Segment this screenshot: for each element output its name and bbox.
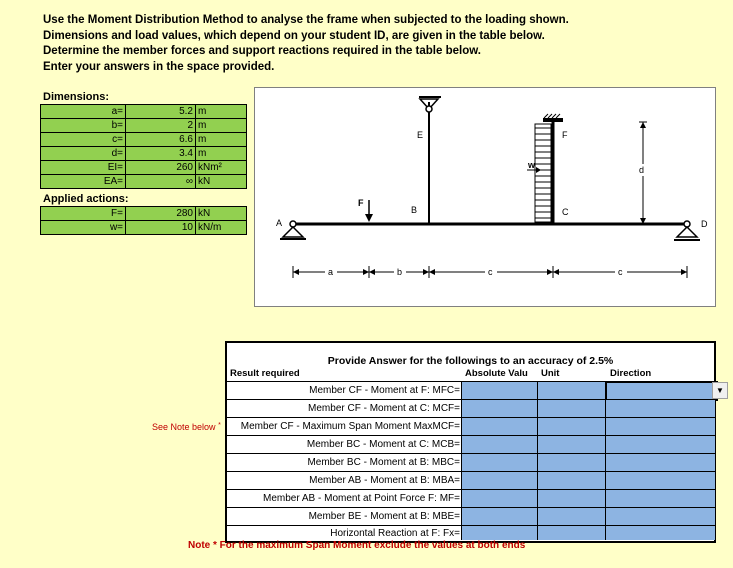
action-row (41, 221, 247, 235)
direction-select[interactable] (605, 526, 715, 540)
unit-input[interactable] (537, 490, 605, 507)
direction-select[interactable] (605, 400, 715, 417)
col-unit-header: Unit (541, 368, 560, 379)
action-unit: kN/m (196, 221, 247, 235)
col-direction-header: Direction (610, 368, 652, 379)
load-w-label: w (528, 160, 536, 170)
instruction-line: Enter your answers in the space provided. (43, 60, 275, 73)
dim-label: EA= (41, 175, 126, 189)
node-f-label: F (562, 130, 568, 140)
node-a-label: A (276, 218, 283, 228)
dim-value[interactable]: 6.6 (126, 133, 196, 147)
unit-input[interactable] (537, 418, 605, 435)
action-label: w= (41, 221, 126, 235)
result-row (227, 471, 714, 490)
footnote: Note * For the maximum Span Moment exclude the values at both ends (188, 540, 526, 551)
point-load-f (365, 200, 373, 222)
node-d-label: D (701, 219, 708, 229)
unit-input[interactable] (537, 382, 605, 399)
value-input[interactable] (461, 526, 537, 540)
dim-value[interactable]: 2 (126, 119, 196, 133)
result-row (227, 399, 714, 418)
value-input[interactable] (461, 490, 537, 507)
instruction-line: Use the Moment Distribution Method to analyse the frame when subjected to the loading shown. (43, 14, 569, 26)
actions-table (40, 206, 247, 235)
dimensions-table (40, 104, 247, 189)
unit-input[interactable] (537, 508, 605, 525)
action-value[interactable]: 10 (126, 221, 196, 235)
dim-unit: kN (196, 175, 247, 189)
see-note-text: See Note below (152, 422, 216, 432)
dim-label: b= (41, 119, 126, 133)
unit-input[interactable] (537, 436, 605, 453)
dimension-row (41, 147, 247, 161)
dim-unit: m (196, 119, 247, 133)
result-label: Member CF - Maximum Span Moment MaxMCF= (240, 421, 460, 432)
result-row (227, 435, 714, 454)
direction-select[interactable] (605, 508, 715, 525)
value-input[interactable] (461, 472, 537, 489)
dim-value[interactable]: 260 (126, 161, 196, 175)
instruction-line: Dimensions and load values, which depend on your student ID, are given in the table below. (43, 29, 545, 42)
dim-unit: m (196, 147, 247, 161)
dim-c2-label: c (618, 267, 623, 277)
action-label: F= (41, 207, 126, 221)
dimension-row (41, 175, 247, 189)
result-row (227, 489, 714, 508)
node-e-label: E (417, 130, 424, 140)
actions-heading: Applied actions: (43, 193, 129, 205)
unit-input[interactable] (537, 526, 605, 540)
dim-label: EI= (41, 161, 126, 175)
results-table (225, 341, 716, 543)
result-row (227, 453, 714, 472)
action-unit: kN (196, 207, 247, 221)
result-label: Member CF - Moment at C: MCF= (308, 403, 460, 414)
dim-value[interactable]: 3.4 (126, 147, 196, 161)
result-label: Member CF - Moment at F: MFC= (309, 385, 460, 396)
dimension-row (41, 161, 247, 175)
dim-c1-label: c (488, 267, 493, 277)
fixed-support-f (543, 118, 563, 122)
dim-label: a= (41, 105, 126, 119)
hatch-f-support (544, 114, 560, 118)
unit-input[interactable] (537, 454, 605, 471)
col-value-header: Absolute Valu (465, 368, 528, 379)
frame-diagram (254, 87, 716, 307)
dropdown-arrow-icon[interactable]: ▼ (712, 382, 728, 399)
result-row (227, 381, 714, 400)
dim-unit: m (196, 105, 247, 119)
value-input[interactable] (461, 436, 537, 453)
direction-select[interactable] (605, 472, 715, 489)
value-input[interactable] (461, 400, 537, 417)
see-note-star: * (218, 422, 221, 429)
node-c-label: C (562, 207, 569, 217)
unit-input[interactable] (537, 472, 605, 489)
col-result-header: Result required (230, 368, 300, 379)
dim-value[interactable]: ∞ (126, 175, 196, 189)
see-note-label (152, 422, 221, 432)
dim-label: c= (41, 133, 126, 147)
distributed-load-w (527, 124, 551, 222)
dimensions-heading: Dimensions: (43, 91, 110, 103)
results-title: Provide Answer for the followings to an accuracy of 2.5% (327, 355, 614, 367)
dimension-row (41, 119, 247, 133)
action-row (41, 207, 247, 221)
dimension-row (41, 133, 247, 147)
result-label: Member AB - Moment at B: MBA= (309, 475, 460, 486)
result-label: Horizontal Reaction at F: Fx= (330, 528, 460, 539)
instruction-line: Determine the member forces and support reactions required in the table below. (43, 45, 481, 58)
result-label: Member AB - Moment at Point Force F: MF= (262, 493, 460, 504)
direction-select[interactable] (605, 381, 718, 401)
dim-value[interactable]: 5.2 (126, 105, 196, 119)
direction-select[interactable] (605, 418, 715, 435)
dim-a-label: a (328, 267, 334, 277)
value-input[interactable] (461, 418, 537, 435)
dim-b-label: b (397, 267, 403, 277)
direction-select[interactable] (605, 436, 715, 453)
value-input[interactable] (461, 382, 537, 399)
direction-select[interactable] (605, 454, 715, 471)
direction-select[interactable] (605, 490, 715, 507)
result-label: Member BE - Moment at B: MBE= (308, 511, 460, 522)
action-value[interactable]: 280 (126, 207, 196, 221)
value-input[interactable] (461, 454, 537, 471)
instructions (43, 13, 569, 75)
unit-input[interactable] (537, 400, 605, 417)
dim-d-label: d (639, 165, 645, 175)
result-label: Member BC - Moment at C: MCB= (306, 439, 460, 450)
load-f-label: F (358, 198, 364, 208)
dim-unit: kNm² (196, 161, 247, 175)
dimension-row (41, 105, 247, 119)
result-row (227, 507, 714, 526)
dim-label: d= (41, 147, 126, 161)
dim-unit: m (196, 133, 247, 147)
result-label: Member BC - Moment at B: MBC= (307, 457, 460, 468)
value-input[interactable] (461, 508, 537, 525)
result-row (227, 417, 714, 436)
node-b-label: B (411, 205, 418, 215)
